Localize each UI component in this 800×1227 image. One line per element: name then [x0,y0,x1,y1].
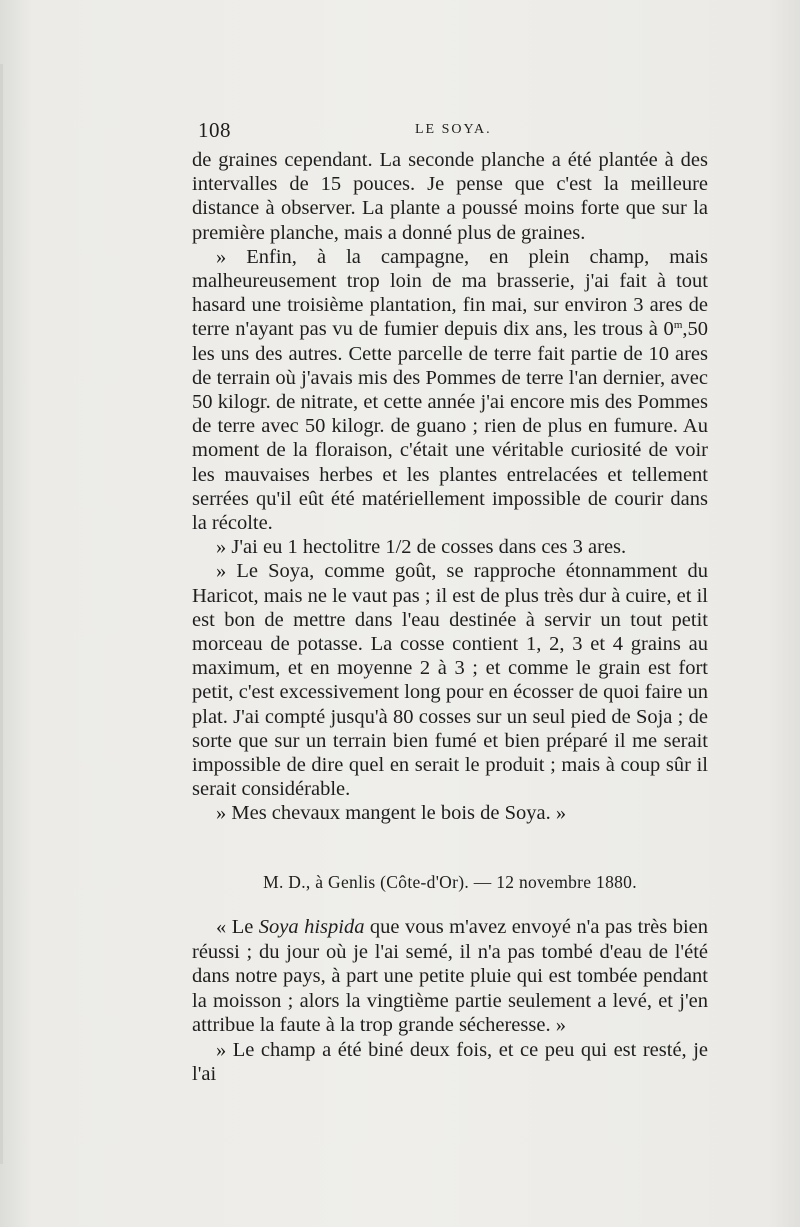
paragraph-third-plantation [192,245,708,535]
letter-signature: M. D., à Genlis (Côte-d'Or). — 12 novembre 1880. [263,872,637,892]
page-header [192,118,712,142]
page-edge-shadow [0,64,3,1164]
unit-superscript: m [673,319,683,332]
page-number: 108 [198,118,231,142]
main-text [192,148,708,826]
paragraph-continuation: de graines cependant. La seconde planche a été plantée à des intervalles de 15 pouces. Je pense que c'est la meilleure distance à observer. La plante a poussé moins forte que sur la première planche, mais a donné plus de graines. [192,149,708,244]
paragraph-text: que vous m'avez envoyé n'a pas très bien réussi ; du jour où je l'ai semé, il n'a pas tombé d'eau de l'été dans notre pays, à part une petite pluie qui est tombée pendant la moisson ; alors la vingtième partie seulement a levé, et j'en attribue la faute à la trop grande sécheresse. » [192,916,709,1036]
paragraph-text: ,50 les uns des autres. Cette parcelle de terre fait partie de 10 ares de terrain où j'avais mis des Pommes de terre l'an dernier, avec 50 kilogr. de nitrate, et cette année j'ai encore mis des Pommes de terre avec 50 kilogr. de guano ; rien de plus en fumure. Au moment de la floraison, c'était une véritable curiosité de voir les mauvaises herbes et les plantes entrelacées et tellement serrées qu'il eût été matériellement impossible de courir dans la récolte. [192,318,708,535]
paragraph-soya-hispida [192,915,708,1038]
running-title: LE SOYA. [415,122,492,137]
paragraph-text: » Enfin, à la campagne, en plein champ, mais malheureusement trop loin de ma brasserie, j'ai fait à tout hasard une troisième plantation, fin mai, sur environ 3 ares de terre n'ayant pas vu de fumier depuis dix ans, les trous à 0 [192,245,708,341]
second-letter-text [192,915,708,1087]
paragraph-text: « Le [216,916,259,938]
paragraph-field: » Le champ a été biné deux fois, et ce peu qui est resté, je l'ai [192,1038,708,1085]
species-name: Soya hispida [258,916,365,938]
paragraph-horses: » Mes chevaux mangent le bois de Soya. » [216,802,567,825]
paragraph-yield: » J'ai eu 1 hectolitre 1/2 de cosses dans ces 3 ares. [216,536,627,559]
paragraph-taste: » Le Soya, comme goût, se rapproche étonnamment du Haricot, mais ne le vaut pas ; il est de plus très dur à cuire, et il est bon de mettre dans l'eau destinée à servir un tout petit morceau de potasse. La cosse contient 1, 2, 3 et 4 grains au maximum, et en moyenne 2 à 3 ; et comme le grain est fort petit, c'est excessivement long pour en écosser de quoi faire un plat. J'ai compté jusqu'à 80 cosses sur un seul pied de Soja ; de sorte que sur un terrain bien fumé et bien préparé il me serait impossible de dire quel en serait le produit ; mais à coup sûr il serait considérable. [192,560,708,801]
